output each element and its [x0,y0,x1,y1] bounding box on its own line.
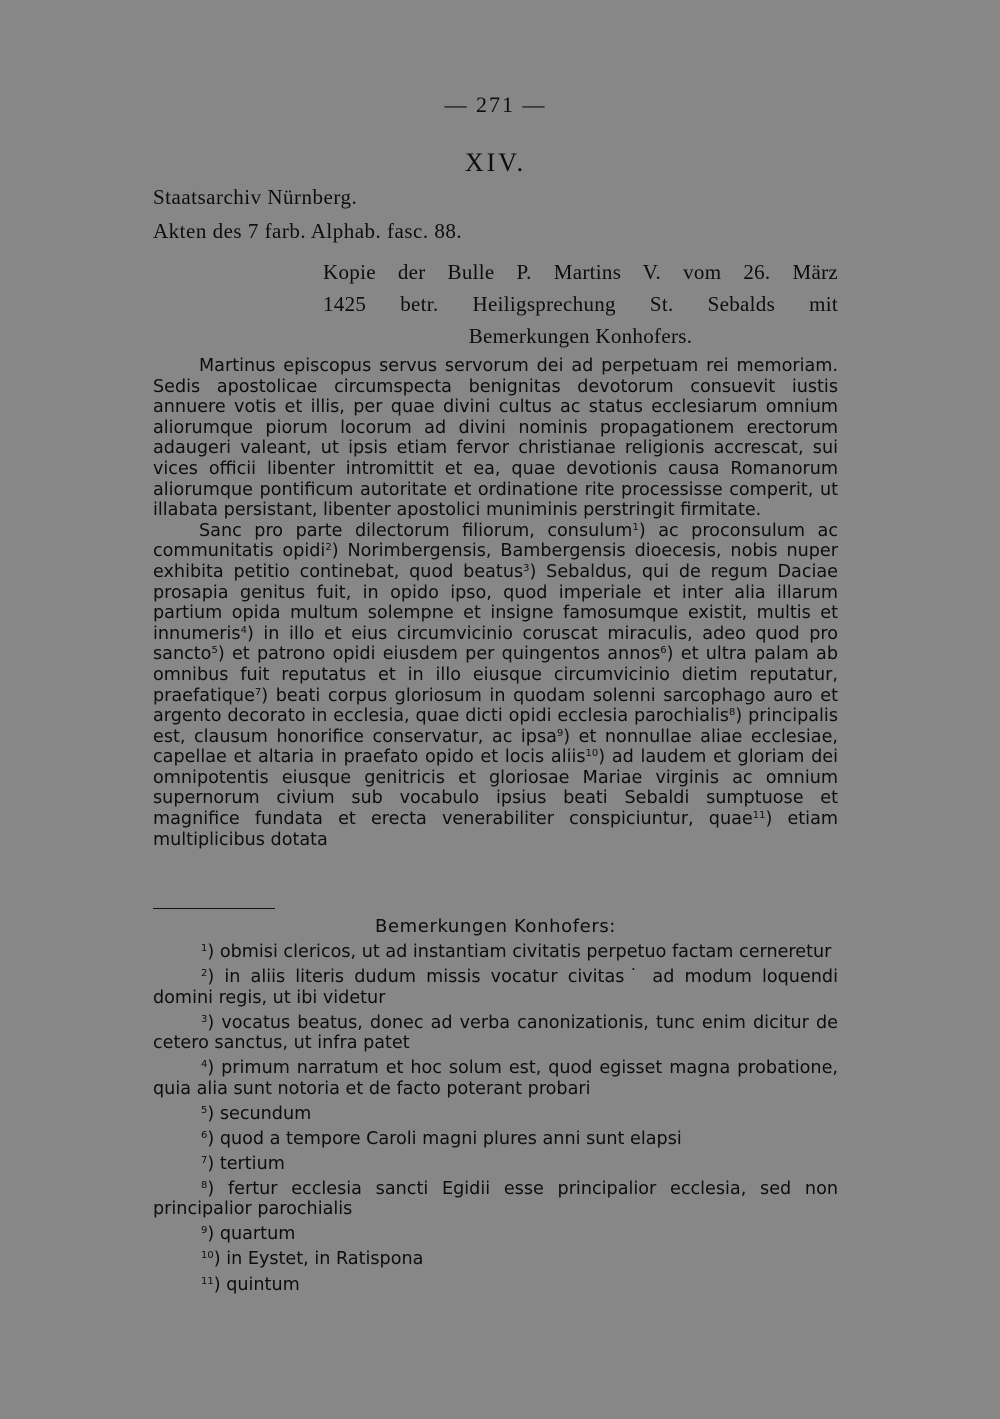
footnote-number: 8 [201,1179,208,1191]
footnote-ref: 10 [585,748,599,760]
footnote-number: 10 [201,1250,214,1262]
footnote: $^9$) quartum [201,1224,296,1245]
footnote: $^4$) primum narratum et hoc solum est, quod egisset magna probatione, quia alia sunt notoria et de facto poterant probari [153,1058,838,1099]
footnote-number: 5 [201,1104,208,1116]
footnote-number: 2 [201,968,208,980]
footnote-number: 9 [201,1225,208,1237]
footnote: $^1$) obmisi clericos, ut ad instantiam civitatis perpetuo factam cerneretur [201,942,832,962]
footnote-number: 1 [201,943,208,954]
document-subtitle [323,256,838,352]
source-line-1: Staatsarchiv Nürnberg. [153,185,358,209]
footnote-ref: 2 [325,542,332,554]
footnote-number: 3 [201,1013,208,1025]
footnote-ref: 11 [752,810,766,822]
footnote-ref: 1 [632,521,639,533]
subtitle-line-2: 1425 betr. Heiligsprechung St. Sebalds mit [323,292,838,316]
page-number: — 271 — [444,92,547,117]
chapter-heading: XIV. [464,148,527,177]
footnote-ref: 9 [556,727,564,739]
paragraph-2: Sanc pro parte dilectorum filiorum, consulum$^1$) ac proconsulum ac communitatis opidi$^2$) Norimbergensis, Bambergensis dioecesis, nobis nuper exhibita petitio continebat, quod beatus$^3$) Sebaldus, qui de regum Daciae prosapia genitus fuit, in opido ipso, quod imperiale et inter alia illarum partium opida multum solempne et insigne famosumque existit, multis et innumeris$^4$) in illo et eius circumvicinio coruscat miraculis, adeo quod pro sancto$^5$) et patrono opidi eiusdem per quingentos annos$^6$) et ultra palam ab omnibus fuit reputatus et in illo eiusque circumvicinio dietim reputatur, praefatique$^7$) beati corpus gloriosum in quodam solenni sarcophago auro et argento decorato in ecclesia, quae dicti opidi ecclesia parochialis$^8$) principalis est, clausum honorifice conservatur, ac ipsa$^9$) et nonnullae aliae ecclesiae, capellae et altaria in praefato opido et locis aliis$^{10}$) ad laudem et gloriam dei omnipotentis eiusque genitricis et gloriosae Mariae virginis ac omnium supernorum civium sub vocabulo ipsius beati Sebaldi sumptuose et magnifice fundata et erecta venerabiliter conspiciuntur, quae$^{11}$) etiam multiplicibus dotata [153,520,838,850]
subtitle-line-3: Bemerkungen Konhofers. [468,324,693,348]
footnote-number: 6 [201,1129,208,1141]
footnote: $^{10}$) in Eystet, in Ratispona [201,1249,424,1270]
footnote-ref: 5 [211,645,218,657]
footnotes [153,942,838,1300]
notes-heading: Bemerkungen Konhofers: [375,916,616,937]
footnote: $^7$) tertium [201,1153,285,1174]
footnote-ref: 8 [728,707,736,719]
footnote: $^8$) fertur ecclesia sancti Egidii esse principalior ecclesia, sed non principalior parochialis [153,1178,838,1220]
footnote-ref: 7 [254,686,262,698]
subtitle-line-1: Kopie der Bulle P. Martins V. vom 26. März [323,260,838,284]
main-text [153,356,838,850]
footnote-number: 11 [201,1275,214,1287]
footnote-ref: 3 [523,562,530,574]
footnote-ref: 4 [240,624,247,636]
footnote-number: 4 [201,1059,208,1071]
footnote: $^3$) vocatus beatus, donec ad verba canonizationis, tunc enim dicitur de cetero sanctus, ut infra patet [153,1012,838,1053]
footnote: $^5$) secundum [201,1103,312,1124]
paragraph-1: Martinus episcopus servus servorum dei ad perpetuam rei memoriam. Sedis apostolicae circumspecta benignitas devotorum consuevit iustis annuere votis et illis, per quae divini cultus ac status ecclesiarum omnium aliorumque piorum locorum ad divini nominis propagationem erectorum adaugeri valeant, ut ipsis etiam fervor christianae religionis accrescat, sui vices officii libenter intromittit et ea, quae devotionis causa Romanorum aliorumque pontificum autoritate et ordinatione rite processisse comperit, ut illabata persistant, libenter apostolici muniminis perstringit firmitate. [153,356,838,521]
footnote: $^{11}$) quintum [201,1274,300,1295]
footnote: $^6$) quod a tempore Caroli magni plures anni sunt elapsi [201,1128,682,1149]
footnote: $^2$) in aliis literis dudum missis vocatur civitas˙ ad modum loquendi domini regis, ut ibi videtur [153,967,838,1008]
footnote-ref: 6 [660,645,667,657]
footnote-number: 7 [201,1154,208,1166]
source-line-2: Akten des 7 farb. Alphab. fasc. 88. [153,219,463,243]
footnote-divider [153,908,275,909]
archive-source [153,180,462,248]
